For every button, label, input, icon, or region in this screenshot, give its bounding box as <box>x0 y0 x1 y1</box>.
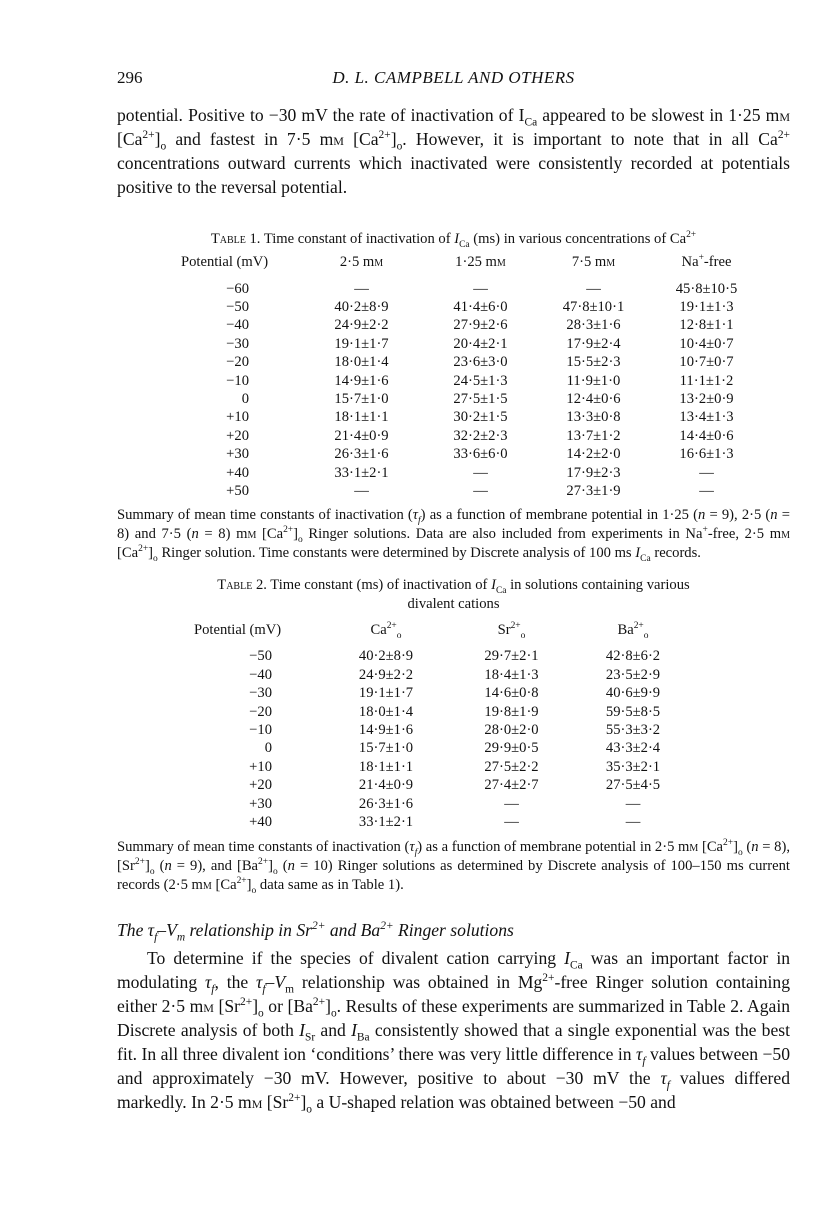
table-1-value-cell: 11·1±1·2 <box>679 372 734 389</box>
table-1-value-cell: 10·7±0·7 <box>679 354 734 371</box>
intro-paragraph: potential. Positive to −30 mV the rate of inactivation of $I_{Ca}$ appeared to be slowest in 1·25 mm $[Ca^{2+}]_o$ and fastest in 7·5 mm $[Ca^{2+}]_o$. However, it is important to note that in all $Ca^{2+}$ concentrations outward currents which inactivated were consistently recorded at potentials positive to the reversal potential. <box>117 105 790 197</box>
table-2-value-cell: 21·4±0·9 <box>358 777 414 794</box>
table-1-value-cell: — <box>473 464 488 481</box>
table-2-value-cell: 27·4±2·7 <box>484 777 539 794</box>
table-1-grid <box>181 254 763 501</box>
table-1-value-cell: 41·4±6·0 <box>453 299 508 316</box>
table-1-row <box>181 335 763 353</box>
table-1-col-header: Na+-free <box>681 253 732 270</box>
table-1-col-header: 2·5 mm <box>339 254 384 270</box>
table-1 <box>117 230 790 563</box>
table-1-value-cell: 28·3±1·6 <box>566 317 621 334</box>
table-1-col-header: 1·25 mm <box>455 254 506 270</box>
table-2-potential-cell: +10 <box>249 758 272 775</box>
table-1-value-cell: 20·4±2·1 <box>453 335 508 352</box>
table-1-value-cell: 10·4±0·7 <box>679 335 734 352</box>
table-2-col-header: $Ba^{2+}_o$ <box>617 620 649 641</box>
table-2-potential-cell: −10 <box>249 721 272 738</box>
table-2-row <box>194 703 693 721</box>
table-2-row <box>194 740 693 758</box>
table-1-row <box>181 298 763 316</box>
table-1-potential-cell: −50 <box>226 299 249 316</box>
table-1-potential-cell: −10 <box>226 372 249 389</box>
table-2-value-cell: — <box>504 813 519 830</box>
table-1-col-header: 7·5 mm <box>571 254 616 270</box>
table-2-header-row <box>194 622 693 648</box>
table-1-value-cell: — <box>699 464 714 481</box>
table-1-value-cell: 13·2±0·9 <box>679 391 734 408</box>
table-1-value-cell: 19·1±1·7 <box>334 335 389 352</box>
running-header <box>117 68 790 94</box>
table-2-value-cell: — <box>625 813 641 830</box>
table-2-row <box>194 684 693 702</box>
table-1-row <box>181 354 763 372</box>
table-2-value-cell: 14·9±1·6 <box>358 721 414 738</box>
section-heading: The $\tau_f-V_m$ relationship in $Sr^{2+}$ and $Ba^{2+}$ Ringer solutions <box>117 919 514 944</box>
table-2-row <box>194 721 693 739</box>
table-1-value-cell: 15·7±1·0 <box>334 391 389 408</box>
running-title: D. L. CAMPBELL AND OTHERS <box>332 68 575 87</box>
table-2-value-cell: 35·3±2·1 <box>605 758 661 775</box>
table-1-value-cell: 14·2±2·0 <box>566 446 621 463</box>
table-2-value-cell: 29·9±0·5 <box>484 740 539 757</box>
table-1-value-cell: — <box>354 280 369 297</box>
table-2-value-cell: 18·4±1·3 <box>484 666 539 683</box>
table-1-value-cell: 32·2±2·3 <box>453 427 508 444</box>
table-2-value-cell: 40·6±9·9 <box>605 685 661 702</box>
table-1-value-cell: 27·5±1·5 <box>453 391 508 408</box>
table-2-value-cell: 40·2±8·9 <box>358 648 414 665</box>
table-2-value-cell: 28·0±2·0 <box>484 721 539 738</box>
table-1-value-cell: 15·5±2·3 <box>566 354 621 371</box>
table-1-potential-cell: +20 <box>226 427 249 444</box>
table-2-value-cell: 24·9±2·2 <box>358 666 414 683</box>
table-1-col-header: Potential (mV) <box>181 254 269 270</box>
table-1-value-cell: 45·8±10·5 <box>675 280 738 297</box>
table-1-value-cell: 27·3±1·9 <box>566 482 621 499</box>
table-2-value-cell: 27·5±2·2 <box>484 758 539 775</box>
page-number: 296 <box>117 68 143 87</box>
table-1-value-cell: 18·0±1·4 <box>334 354 389 371</box>
table-2-value-cell: — <box>504 795 519 812</box>
table-1-value-cell: 12·8±1·1 <box>679 317 734 334</box>
table-1-value-cell: 13·3±0·8 <box>566 409 621 426</box>
table-2-potential-cell: +40 <box>249 813 272 830</box>
table-1-value-cell: 14·4±0·6 <box>679 427 734 444</box>
table-2-value-cell: 19·1±1·7 <box>358 685 414 702</box>
table-2-potential-cell: −40 <box>249 666 272 683</box>
table-2-value-cell: 18·1±1·1 <box>358 758 414 775</box>
table-1-row <box>181 317 763 335</box>
table-2-potential-cell: +30 <box>249 795 272 812</box>
table-2-value-cell: 26·3±1·6 <box>358 795 414 812</box>
table-1-value-cell: 23·6±3·0 <box>453 354 508 371</box>
table-2-potential-cell: 0 <box>264 740 272 757</box>
table-2-col-header: Potential (mV) <box>194 621 282 638</box>
table-1-value-cell: — <box>354 482 369 499</box>
table-1-value-cell: 30·2±1·5 <box>453 409 508 426</box>
table-1-potential-cell: −60 <box>226 280 249 297</box>
table-2 <box>117 576 790 895</box>
table-1-caption: Table 1. Time constant of inactivation of $I_{Ca}$ (ms) in various concentrations of $Ca^{2+}$ <box>210 230 697 250</box>
table-2-value-cell: 14·6±0·8 <box>484 685 539 702</box>
table-2-value-cell: 18·0±1·4 <box>358 703 414 720</box>
table-2-caption: Table 2. Time constant (ms) of inactivation of $I_{Ca}$ in solutions containing various divalent cations <box>217 576 690 612</box>
table-1-value-cell: 33·1±2·1 <box>334 464 389 481</box>
journal-page <box>117 68 790 1114</box>
table-1-potential-cell: 0 <box>241 391 249 408</box>
table-1-value-cell: 24·9±2·2 <box>334 317 389 334</box>
table-2-row <box>194 648 693 666</box>
table-2-value-cell: 43·3±2·4 <box>605 740 661 757</box>
table-2-footnote: Summary of mean time constants of inactivation $(\tau_f)$ as a function of membrane potential in 2·5 mm $[Ca^{2+}]_o$ (n = 8), $[Sr^{2+}]_o$ (n = 9), and $[Ba^{2+}]_o$ (n = 10) Ringer solutions as determined by Discrete analysis of 100–150 ms current records (2·5 mm $[Ca^{2+}]_o$ data same as in Table 1). <box>117 837 790 896</box>
table-2-value-cell: 55·3±3·2 <box>605 721 661 738</box>
table-1-value-cell: 14·9±1·6 <box>334 372 389 389</box>
table-1-value-cell: 17·9±2·3 <box>566 464 621 481</box>
table-1-value-cell: 13·4±1·3 <box>679 409 734 426</box>
table-1-row <box>181 409 763 427</box>
section-paragraph: To determine if the species of divalent cation carrying $I_{Ca}$ was an important factor in modulating $\tau_f$, the $\tau_f-V_m$ relationship was obtained in $Mg^{2+}$-free Ringer solution containing either 2·5 mm $[Sr^{2+}]_o$ or $[Ba^{2+}]_o$. Results of these experiments are summarized in Table 2. Again Discrete analysis of both $I_{Sr}$ and $I_{Ba}$ consistently showed that a single exponential was the best fit. In all three divalent ion ‘conditions’ there was very little difference in $\tau_f$ values between −50 and approximately −30 mV. However, positive to about −30 mV the $\tau_f$ values differed markedly. In 2·5 mm $[Sr^{2+}]_o$ a U-shaped relation was obtained between −50 and <box>117 947 791 1116</box>
table-2-row <box>194 795 693 813</box>
table-1-value-cell: 16·6±1·3 <box>679 446 734 463</box>
table-1-potential-cell: −20 <box>226 354 249 371</box>
table-1-potential-cell: +10 <box>226 409 249 426</box>
table-2-value-cell: 19·8±1·9 <box>484 703 539 720</box>
table-1-row <box>181 482 763 500</box>
table-1-value-cell: 11·9±1·0 <box>566 372 621 389</box>
table-1-value-cell: 21·4±0·9 <box>334 427 389 444</box>
table-1-header-row <box>181 254 763 280</box>
table-2-row <box>194 776 693 794</box>
table-2-value-cell: 27·5±4·5 <box>605 777 661 794</box>
table-2-row <box>194 813 693 831</box>
table-1-value-cell: 40·2±8·9 <box>334 299 389 316</box>
table-1-value-cell: 33·6±6·0 <box>453 446 508 463</box>
table-2-row <box>194 666 693 684</box>
table-1-row <box>181 280 763 298</box>
table-2-grid <box>194 622 693 832</box>
table-1-value-cell: 27·9±2·6 <box>453 317 508 334</box>
table-2-value-cell: 15·7±1·0 <box>358 740 414 757</box>
table-1-value-cell: 19·1±1·3 <box>679 299 734 316</box>
table-2-value-cell: — <box>625 795 641 812</box>
table-1-value-cell: — <box>473 280 488 297</box>
table-2-value-cell: 42·8±6·2 <box>605 648 661 665</box>
table-1-value-cell: — <box>699 482 714 499</box>
table-1-potential-cell: +40 <box>226 464 249 481</box>
table-1-potential-cell: +50 <box>226 482 249 499</box>
table-2-value-cell: 23·5±2·9 <box>605 666 661 683</box>
table-2-col-header: $Ca^{2+}_o$ <box>370 620 402 641</box>
table-2-row <box>194 758 693 776</box>
table-1-potential-cell: −30 <box>226 335 249 352</box>
table-1-row <box>181 372 763 390</box>
table-1-potential-cell: −40 <box>226 317 249 334</box>
table-2-value-cell: 59·5±8·5 <box>605 703 661 720</box>
table-1-row <box>181 464 763 482</box>
table-2-potential-cell: −30 <box>249 685 272 702</box>
table-1-value-cell: — <box>473 482 488 499</box>
table-2-value-cell: 29·7±2·1 <box>484 648 539 665</box>
table-1-value-cell: 12·4±0·6 <box>566 391 621 408</box>
table-1-value-cell: 26·3±1·6 <box>334 446 389 463</box>
table-1-value-cell: 18·1±1·1 <box>334 409 389 426</box>
table-1-value-cell: — <box>586 280 601 297</box>
table-1-row <box>181 427 763 445</box>
table-2-value-cell: 33·1±2·1 <box>358 813 414 830</box>
table-2-col-header: $Sr^{2+}_o$ <box>497 620 526 641</box>
table-1-row <box>181 390 763 408</box>
table-1-footnote: Summary of mean time constants of inactivation $(\tau_f)$ as a function of membrane potential in 1·25 (n = 9), 2·5 (n = 8) and 7·5 (n = 8) mm $[Ca^{2+}]_o$ Ringer solutions. Data are also included from experiments in Na+-free, 2·5 mm $[Ca^{2+}]_o$ Ringer solution. Time constants were determined by Discrete analysis of 100 ms $I_{Ca}$ records. <box>117 506 790 564</box>
table-2-potential-cell: −50 <box>249 648 272 665</box>
table-1-row <box>181 446 763 464</box>
table-1-value-cell: 24·5±1·3 <box>453 372 508 389</box>
table-2-potential-cell: −20 <box>249 703 272 720</box>
table-2-potential-cell: +20 <box>249 777 272 794</box>
table-1-value-cell: 17·9±2·4 <box>566 335 621 352</box>
table-1-potential-cell: +30 <box>226 446 249 463</box>
table-1-value-cell: 47·8±10·1 <box>562 299 625 316</box>
table-1-value-cell: 13·7±1·2 <box>566 427 621 444</box>
